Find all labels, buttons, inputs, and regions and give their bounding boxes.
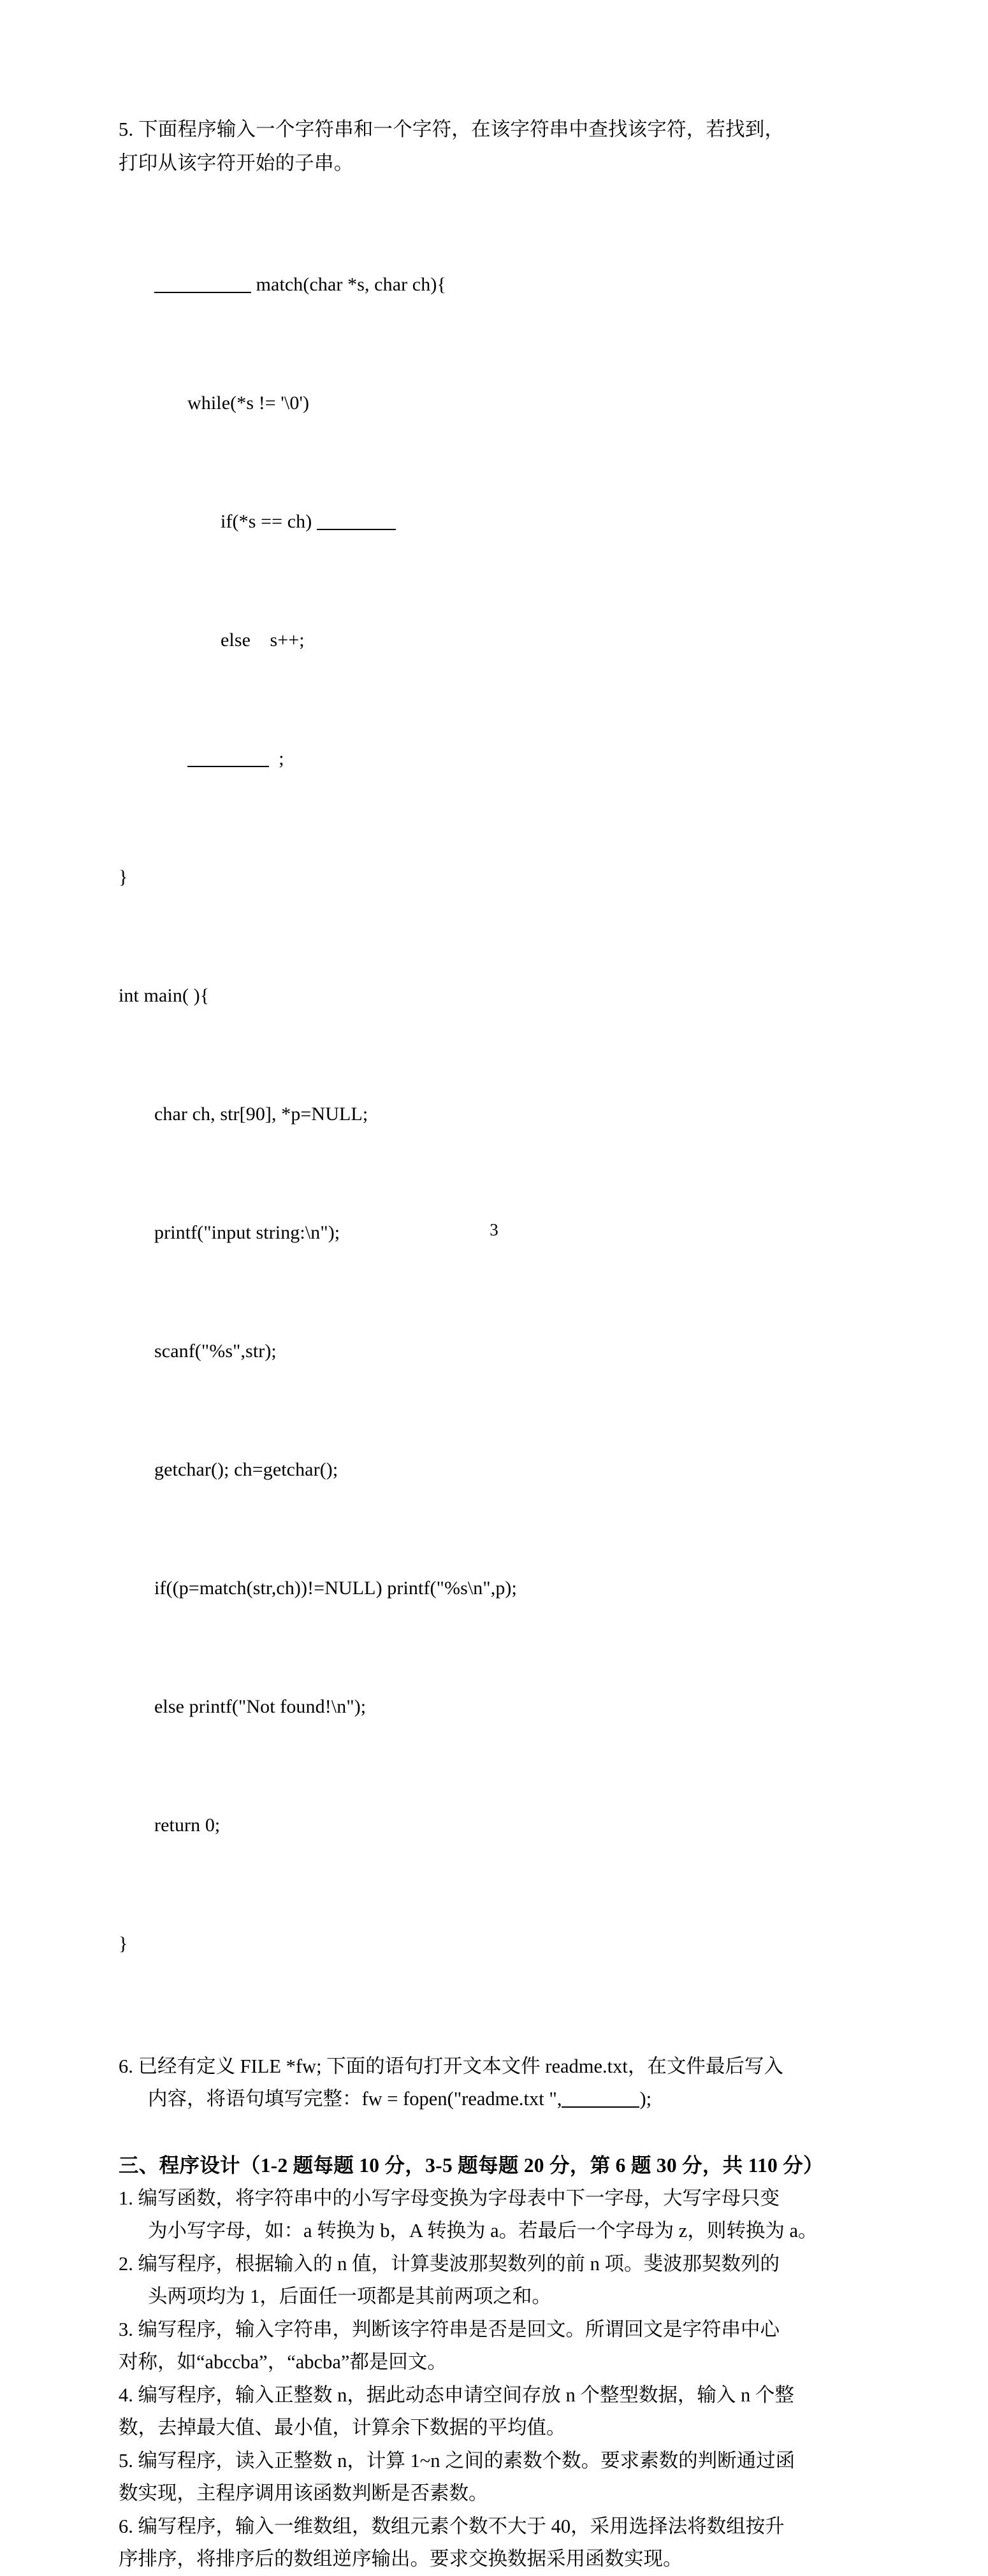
answer-blank-3[interactable] bbox=[187, 766, 269, 767]
question-6-line-2-text: 内容，将语句填写完整：fw = fopen("readme.txt ", bbox=[148, 2088, 562, 2110]
item-3-line-1: 3. 编写程序，输入字符串，判断该字符串是否是回文。所谓回文是字符串中心 bbox=[119, 2318, 780, 2340]
list-item bbox=[119, 2182, 869, 2248]
section-3-heading: 三、程序设计（1-2 题每题 10 分，3-5 题每题 20 分，第 6 题 30 分，共 110 分） bbox=[119, 2154, 824, 2177]
answer-blank-1[interactable] bbox=[154, 292, 251, 293]
list-item bbox=[119, 2445, 869, 2510]
code-line-if: if(*s == ch) bbox=[119, 507, 869, 537]
item-4-line-1: 4. 编写程序，输入正整数 n，据此动态申请空间存放 n 个整型数据，输入 n 个整 bbox=[119, 2384, 794, 2406]
item-1-line-2: 为小写字母，如：a 转换为 b，A 转换为 a。若最后一个字母为 z，则转换为 a。 bbox=[148, 2220, 818, 2241]
code-block-question-5 bbox=[119, 181, 869, 2048]
section-3-items bbox=[119, 2182, 869, 2576]
question-5-line-2: 打印从该字符开始的子串。 bbox=[119, 152, 354, 174]
list-item bbox=[119, 2248, 869, 2313]
code-line-main: int main( ){ bbox=[119, 984, 210, 1006]
code-line-else: else s++; bbox=[221, 629, 305, 651]
code-line-while: while(*s != '\0') bbox=[187, 392, 310, 414]
code-line-else-printf: else printf("Not found!\n"); bbox=[154, 1695, 367, 1717]
code-line-return-blank: ; bbox=[119, 744, 869, 774]
list-item bbox=[119, 2313, 869, 2379]
code-line-return-zero: return 0; bbox=[154, 1814, 221, 1836]
item-5-line-1: 5. 编写程序，读入正整数 n，计算 1~n 之间的素数个数。要求素数的判断通过函 bbox=[119, 2449, 795, 2472]
item-6-line-1: 6. 编写程序，输入一维数组，数组元素个数不大于 40，采用选择法将数组按升 bbox=[119, 2515, 785, 2537]
item-2-line-1: 2. 编写程序，根据输入的 n 值，计算斐波那契数列的前 n 项。斐波那契数列的 bbox=[119, 2252, 780, 2275]
question-5-block bbox=[119, 113, 869, 180]
item-1-line-1: 1. 编写函数，将字符串中的小写字母变换为字母表中下一字母，大写字母只变 bbox=[119, 2187, 780, 2209]
item-4-line-2: 数，去掉最大值、最小值，计算余下数据的平均值。 bbox=[119, 2417, 566, 2438]
code-line-close-brace-main: } bbox=[119, 1932, 128, 1954]
code-line-declarations: char ch, str[90], *p=NULL; bbox=[154, 1103, 368, 1125]
section-spacer bbox=[119, 2116, 869, 2149]
question-6-line-2 bbox=[119, 2083, 869, 2116]
list-item bbox=[119, 2379, 869, 2445]
page-number: 3 bbox=[490, 1220, 498, 1239]
answer-blank-2[interactable] bbox=[317, 529, 396, 530]
code-line-if-match: if((p=match(str,ch))!=NULL) printf("%s\n",p); bbox=[154, 1577, 517, 1599]
code-line-close-brace-match: } bbox=[119, 866, 128, 888]
item-2-line-2: 头两项均为 1，后面任一项都是其前两项之和。 bbox=[148, 2285, 551, 2307]
question-6-line-1: 6. 已经有定义 FILE *fw; 下面的语句打开文本文件 readme.txt，在文件最后写入 bbox=[119, 2055, 783, 2077]
item-6-line-2: 序排序，将排序后的数组逆序输出。要求交换数据采用函数实现。 bbox=[119, 2548, 683, 2570]
answer-blank-4[interactable] bbox=[562, 2106, 639, 2108]
code-line-function-signature: match(char *s, char ch){ bbox=[119, 270, 869, 300]
question-5-line-1: 5. 下面程序输入一个字符串和一个字符，在该字符串中查找该字符，若找到， bbox=[119, 119, 785, 140]
code-line-scanf: scanf("%s",str); bbox=[154, 1340, 277, 1362]
item-5-line-2: 数实现，主程序调用该函数判断是否素数。 bbox=[119, 2482, 488, 2504]
page-content bbox=[119, 113, 869, 2576]
list-item bbox=[119, 2510, 869, 2576]
code-line-printf-prompt: printf("input string:\n"); bbox=[154, 1221, 340, 1243]
question-6-block bbox=[119, 2050, 869, 2116]
question-6-line-2-tail: ); bbox=[639, 2088, 652, 2110]
item-3-line-2: 对称，如“abccba”，“abcba”都是回文。 bbox=[119, 2351, 447, 2373]
code-line-getchar: getchar(); ch=getchar(); bbox=[154, 1458, 338, 1480]
